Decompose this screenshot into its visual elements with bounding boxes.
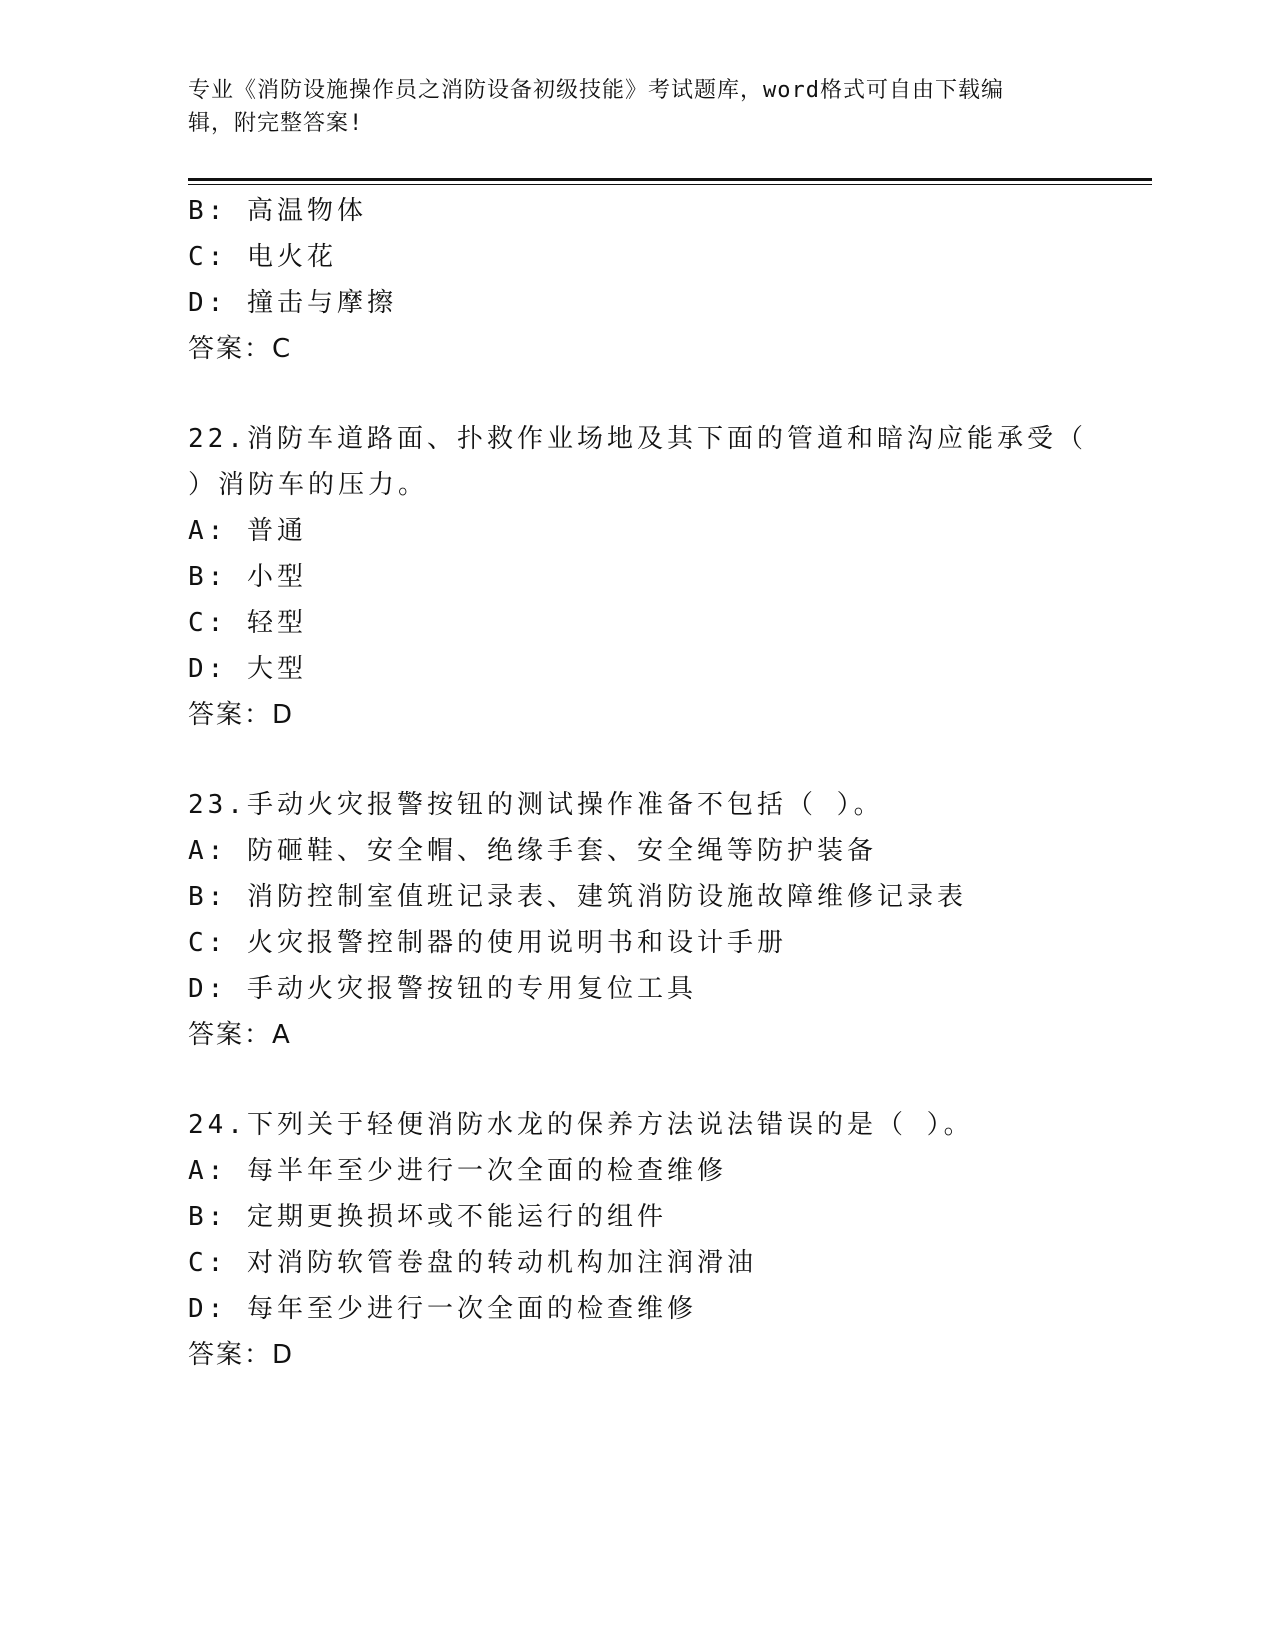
question-block-22 bbox=[188, 416, 1152, 738]
header-line-2: 辑，附完整答案! bbox=[188, 111, 364, 136]
option-b: B: 定期更换损坏或不能运行的组件 bbox=[188, 1202, 667, 1232]
spacer bbox=[188, 372, 1152, 416]
answer-line: 答案：D bbox=[188, 700, 295, 730]
document-header bbox=[188, 74, 1068, 140]
option-a: A: 防砸鞋、安全帽、绝缘手套、安全绳等防护装备 bbox=[188, 836, 877, 866]
option-d: D: 手动火灾报警按钮的专用复位工具 bbox=[188, 974, 697, 1004]
option-b: B: 高温物体 bbox=[188, 196, 367, 226]
question-block-21 bbox=[188, 188, 1152, 372]
answer-line: 答案：D bbox=[188, 1340, 295, 1370]
header-line-1: 专业《消防设施操作员之消防设备初级技能》考试题库，word格式可自由下载编 bbox=[188, 78, 1004, 103]
answer-line: 答案：A bbox=[188, 1020, 292, 1050]
header-divider-thin bbox=[188, 184, 1152, 185]
header-divider-thick bbox=[188, 178, 1152, 181]
spacer bbox=[188, 738, 1152, 782]
option-c: C: 火灾报警控制器的使用说明书和设计手册 bbox=[188, 928, 787, 958]
option-d: D: 大型 bbox=[188, 654, 307, 684]
spacer bbox=[188, 1058, 1152, 1102]
option-c: C: 轻型 bbox=[188, 608, 307, 638]
option-d: D: 撞击与摩擦 bbox=[188, 288, 397, 318]
question-list bbox=[188, 188, 1152, 1378]
question-stem: 23.手动火灾报警按钮的测试操作准备不包括（ ）。 bbox=[188, 790, 884, 820]
option-a: A: 普通 bbox=[188, 516, 307, 546]
option-c: C: 电火花 bbox=[188, 242, 337, 272]
option-a: A: 每半年至少进行一次全面的检查维修 bbox=[188, 1156, 727, 1186]
question-stem: 24.下列关于轻便消防水龙的保养方法说法错误的是（ ）。 bbox=[188, 1110, 974, 1140]
option-b: B: 小型 bbox=[188, 562, 307, 592]
answer-line: 答案：C bbox=[188, 334, 293, 364]
question-stem: 22.消防车道路面、扑救作业场地及其下面的管道和暗沟应能承受（ bbox=[188, 424, 1087, 454]
question-block-24 bbox=[188, 1102, 1152, 1378]
question-block-23 bbox=[188, 782, 1152, 1058]
option-d: D: 每年至少进行一次全面的检查维修 bbox=[188, 1294, 697, 1324]
option-c: C: 对消防软管卷盘的转动机构加注润滑油 bbox=[188, 1248, 757, 1278]
option-b: B: 消防控制室值班记录表、建筑消防设施故障维修记录表 bbox=[188, 882, 967, 912]
question-stem-continued: ）消防车的压力。 bbox=[188, 470, 429, 500]
